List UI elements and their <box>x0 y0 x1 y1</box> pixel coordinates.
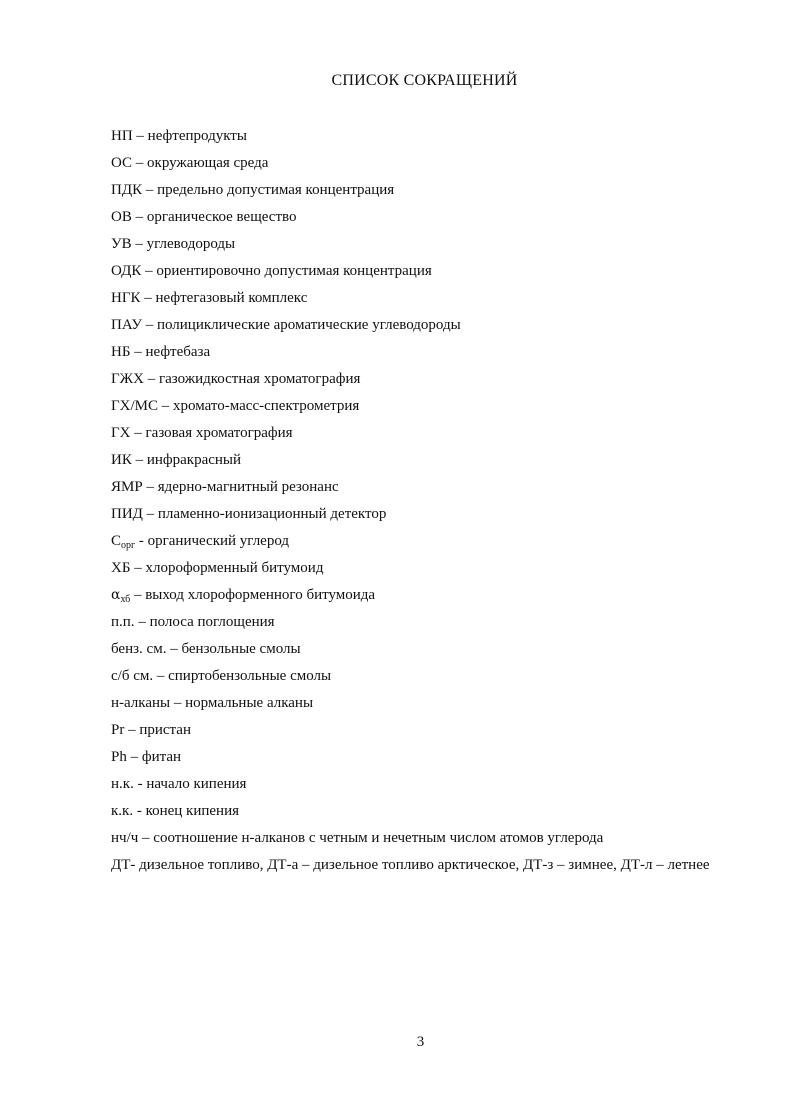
list-item <box>111 721 743 748</box>
list-item <box>111 559 743 586</box>
abbreviation-term: Pr <box>111 722 125 738</box>
abbreviation-term: ГЖХ <box>111 371 144 387</box>
list-item <box>111 154 743 181</box>
abbreviation-term: ПАУ <box>111 317 142 333</box>
abbreviation-term: бенз. см. <box>111 641 167 657</box>
list-item <box>111 181 743 208</box>
abbreviation-definition: – нормальные алканы <box>170 695 314 711</box>
list-item <box>111 775 743 802</box>
abbreviation-term-subscript: орг <box>121 540 136 551</box>
abbreviation-definition: – пламенно-ионизационный детектор <box>142 506 387 522</box>
abbreviation-definition: - начало кипения <box>133 776 247 792</box>
abbreviation-term: нч/ч <box>111 830 139 846</box>
abbreviation-term: ЯМР <box>111 479 143 495</box>
abbreviation-term: ОДК <box>111 263 142 279</box>
abbreviation-list <box>111 127 743 879</box>
abbreviation-term: НБ <box>111 344 131 360</box>
abbreviation-definition: – полициклические ароматические углеводороды <box>141 317 461 333</box>
list-item <box>111 586 743 613</box>
abbreviation-term: НП <box>111 128 133 144</box>
list-item <box>111 694 743 721</box>
abbreviation-term: Ph <box>111 749 127 765</box>
list-item <box>111 343 743 370</box>
abbreviation-term-base: С <box>111 533 122 549</box>
abbreviation-term-subscript: хб <box>120 594 131 605</box>
abbreviation-term-base: α <box>111 587 121 603</box>
abbreviation-definition: – газожидкостная хроматография <box>143 371 361 387</box>
abbreviation-definition: – органическое вещество <box>131 209 297 225</box>
list-item <box>111 613 743 640</box>
abbreviation-definition: – окружающая среда <box>132 155 269 171</box>
abbreviation-term: ХБ <box>111 560 131 576</box>
abbreviation-definition: – бензольные смолы <box>166 641 301 657</box>
abbreviation-term: п.п. <box>111 614 135 630</box>
abbreviation-definition: – пристан <box>124 722 191 738</box>
abbreviation-term <box>111 533 135 549</box>
abbreviation-term: ИК <box>111 452 132 468</box>
abbreviation-definition: - конец кипения <box>133 803 240 819</box>
list-item <box>111 127 743 154</box>
page-number: 3 <box>416 1034 425 1050</box>
abbreviation-term: НГК <box>111 290 141 306</box>
list-item <box>111 397 743 424</box>
abbreviation-definition: – полоса поглощения <box>134 614 275 630</box>
abbreviation-term: ОС <box>111 155 133 171</box>
abbreviation-term <box>111 587 130 603</box>
list-item <box>111 640 743 667</box>
abbreviation-term: с/б см. <box>111 668 154 684</box>
list-item <box>111 667 743 694</box>
abbreviation-definition: дизельное топливо, ДТ-а – дизельное топливо арктическое, ДТ-з – зимнее, ДТ-л – летнее <box>135 857 710 873</box>
abbreviation-definition: – нефтегазовый комплекс <box>140 290 308 306</box>
abbreviation-term: ОВ <box>111 209 132 225</box>
abbreviation-definition: – углеводороды <box>131 236 236 252</box>
abbreviation-definition: – инфракрасный <box>131 452 242 468</box>
abbreviation-definition: – предельно допустимая концентрация <box>142 182 395 198</box>
abbreviation-term: к.к. <box>111 803 134 819</box>
list-item <box>111 289 743 316</box>
abbreviation-definition: – нефтепродукты <box>132 128 247 144</box>
list-item <box>111 235 743 262</box>
list-item <box>111 451 743 478</box>
list-item <box>111 532 743 559</box>
page-title: СПИСОК СОКРАЩЕНИЙ <box>331 72 518 89</box>
abbreviation-definition: – ядерно-магнитный резонанс <box>142 479 339 495</box>
list-item <box>111 424 743 451</box>
abbreviation-definition: – газовая хроматография <box>130 425 293 441</box>
abbreviation-definition: – ориентировочно допустимая концентрация <box>141 263 432 279</box>
abbreviation-definition: – спиртобензольные смолы <box>153 668 332 684</box>
abbreviation-term: ПДК <box>111 182 143 198</box>
list-item <box>111 478 743 505</box>
list-item <box>111 852 743 879</box>
abbreviation-definition: – хромато-масс-спектрометрия <box>158 398 360 414</box>
abbreviation-definition: – соотношение н-алканов с четным и нечетным числом атомов углерода <box>138 830 604 846</box>
abbreviation-definition: – нефтебаза <box>130 344 211 360</box>
abbreviation-term: ПИД <box>111 506 143 522</box>
abbreviation-term: ДТ- <box>111 857 136 873</box>
abbreviation-definition: - органический углерод <box>135 533 290 549</box>
abbreviation-term: ГХ <box>111 425 131 441</box>
abbreviation-term: УВ <box>111 236 132 252</box>
abbreviation-term: ГХ/МС <box>111 398 159 414</box>
list-item <box>111 748 743 775</box>
list-item <box>111 370 743 397</box>
abbreviation-definition: – фитан <box>126 749 182 765</box>
list-item <box>111 316 743 343</box>
list-item <box>111 505 743 532</box>
list-item <box>111 802 743 829</box>
abbreviation-term: н-алканы <box>111 695 171 711</box>
abbreviation-definition: – хлороформенный битумоид <box>130 560 324 576</box>
list-item <box>111 262 743 289</box>
list-item <box>111 208 743 235</box>
abbreviation-term: н.к. <box>111 776 134 792</box>
abbreviation-definition: – выход хлороформенного битумоида <box>130 587 376 603</box>
